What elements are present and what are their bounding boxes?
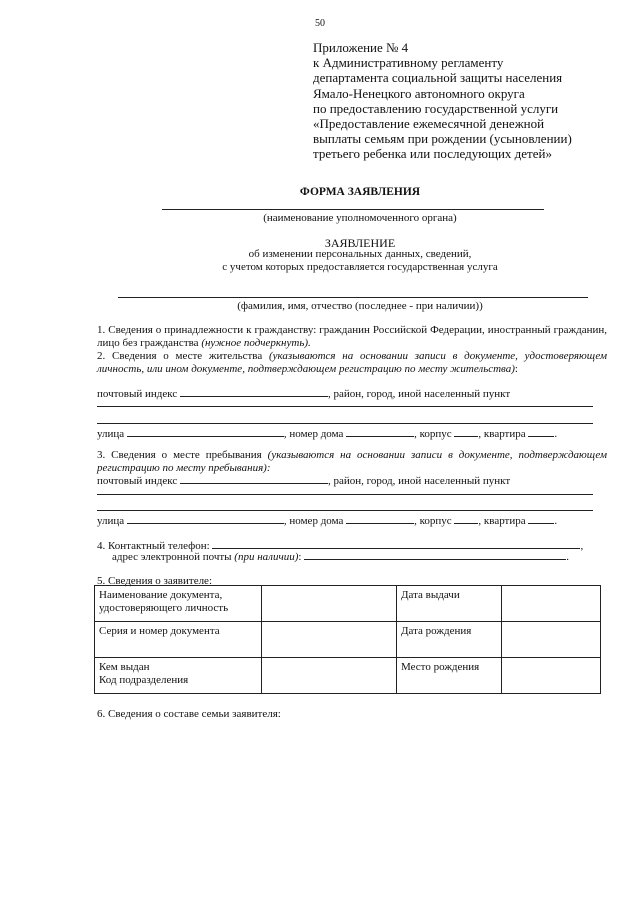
house-label: , номер дома [283,515,344,527]
apartment-field[interactable] [528,514,554,524]
s3-postal-row [97,474,607,487]
email-field[interactable] [304,550,566,560]
fio-caption: (фамилия, имя, отчество (последнее - при наличии)) [237,300,483,312]
section-2-text: 2. Сведения о месте жительства [97,350,269,362]
doc-name-label: Наименование документа, удостоверяющего личность [95,586,262,622]
appendix-line: выплаты семьям при рождении (усыновлении) [313,131,572,147]
house-label: , номер дома [283,428,344,440]
section-2-note: (указываются на основании записи в документе, удостоверяющем личность, или ином документе, подтверждающем регистрацию по месту жительства) [97,350,607,375]
postal-index-field[interactable] [180,387,328,397]
email-note: (при наличии) [234,551,299,563]
section-1-note: (нужное подчеркнуть). [201,337,311,349]
s3-street-row: улица , номер дома , корпус , квартира . [97,515,558,527]
email-label: адрес электронной почты [112,551,235,563]
statement-subtitle [0,248,640,274]
division-code-text: Код подразделения [99,674,189,686]
appendix-line: к Административному регламенту [313,55,504,71]
section-1-citizenship [97,324,607,350]
statement-subtitle-line: с учетом которых предоставляется государственная услуга [222,261,498,273]
section-6-title: 6. Сведения о составе семьи заявителя: [97,708,281,720]
street-label: улица [97,428,125,440]
building-field[interactable] [454,514,478,524]
house-field[interactable] [346,514,414,524]
s3-address-line[interactable] [97,494,593,495]
fio-field-line[interactable] [118,297,588,298]
page-number: 50 [315,18,325,29]
appendix-line: третьего ребенка или последующих детей» [313,146,552,162]
s2-postal-row [97,387,607,400]
doc-series-value[interactable] [262,622,397,658]
issue-date-label: Дата выдачи [397,586,502,622]
authority-caption: (наименование уполномоченного органа) [263,212,457,224]
appendix-line: Приложение № 4 [313,40,409,55]
s3-address-line[interactable] [97,510,593,511]
s2-address-line[interactable] [97,406,593,407]
doc-series-label: Серия и номер документа [95,622,262,658]
appendix-line: по предоставлению государственной услуги [313,100,559,116]
apartment-label: , квартира [478,428,526,440]
street-field[interactable] [127,427,284,437]
appendix-header [313,40,572,162]
postal-label: почтовый индекс [97,388,178,400]
section-3-text: 3. Сведения о месте пребывания [97,449,268,461]
s4-phone-row: 4. Контактный телефон: , [97,540,584,552]
birth-date-value[interactable] [502,622,601,658]
appendix-line: «Предоставление ежемесячной денежной [313,116,545,132]
birth-place-label: Место рождения [397,658,502,694]
postal-index-field[interactable] [180,474,328,484]
locality-label: , район, город, иной населенный пункт [327,388,511,400]
house-field[interactable] [346,427,414,437]
issued-by-text: Кем выдан [99,661,150,673]
section-4-title: 4. Контактный телефон: [97,540,210,552]
apartment-label: , квартира [478,515,526,527]
issue-date-value[interactable] [502,586,601,622]
appendix-line: Ямало-Ненецкого автономного округа [313,85,525,101]
birth-date-label: Дата рождения [397,622,502,658]
s2-street-row: улица , номер дома , корпус , квартира . [97,428,558,440]
doc-name-value[interactable] [262,586,397,622]
street-label: улица [97,515,125,527]
issued-by-label [95,658,262,694]
section-3-stay [97,449,607,475]
phone-field[interactable] [212,539,580,549]
form-title: ФОРМА ЗАЯВЛЕНИЯ [299,186,421,198]
statement-title: ЗАЯВЛЕНИЕ [324,236,396,250]
section-1-text: 1. Сведения о принадлежности к гражданству: гражданин Российской Федерации, иностранный гражданин, лицо без гражданства [97,324,607,349]
s4-email-row: адрес электронной почты (при наличии): . [112,551,569,563]
building-field[interactable] [454,427,478,437]
s2-address-line[interactable] [97,423,593,424]
issued-by-value[interactable] [262,658,397,694]
street-field[interactable] [127,514,284,524]
section-3-note: (указываются на основании записи в документе, подтверждающем регистрацию по месту пребывания): [97,449,607,474]
section-2-residence: 2. Сведения о месте жительства (указываются на основании записи в документе, удостоверяющем личность, или ином документе, подтверждающем регистрацию по месту жительства): [97,350,607,375]
section-5-title: 5. Сведения о заявителе: [97,575,213,587]
applicant-info-table [94,585,601,694]
birth-place-value[interactable] [502,658,601,694]
locality-label: , район, город, иной населенный пункт [327,475,511,487]
appendix-line: департамента социальной защиты населения [313,70,563,86]
statement-subtitle-line: об изменении персональных данных, сведений, [248,248,472,260]
building-label: , корпус [414,428,452,440]
postal-label: почтовый индекс [97,475,178,487]
building-label: , корпус [414,515,452,527]
apartment-field[interactable] [528,427,554,437]
authority-field-line[interactable] [162,209,544,210]
